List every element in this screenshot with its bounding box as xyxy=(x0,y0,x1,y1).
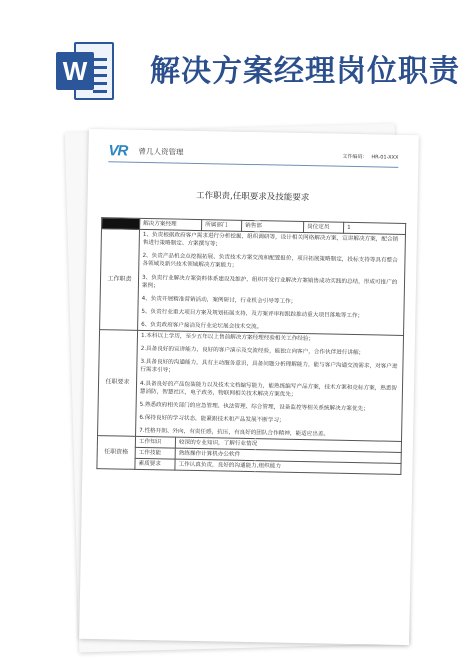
doc-number xyxy=(338,153,398,161)
duty-item: 2、负责产品机会点挖掘拓展、负责技术方案交流和配置报价，项目拓展策略制定，投标支持等具有整合各领域及新兴技术领域解决方案能力； xyxy=(142,253,398,270)
duty-item: 6、负责政府客户接洽及行业论坛展会技术交流。 xyxy=(141,321,263,331)
document-title: 工作职责,任职要求及技能要求 xyxy=(195,190,310,204)
qualification-knowledge-value: 较深的专业知识，了解行业情况 xyxy=(175,437,401,452)
word-line xyxy=(93,90,107,93)
qualification-quality-value: 工作认真负责，良好的沟通能力,组织能力 xyxy=(175,459,401,474)
duty-item: 5、负责行业重大项目方案及规划拓展支持，及方案评审和跟踪推动重大项目落地等工作； xyxy=(141,308,364,320)
document-header xyxy=(108,139,398,168)
requirement-item: 7.性格开朗、外向，有责任感，抗压，有良好的团队合作精神，能适应出差。 xyxy=(139,427,330,438)
qualification-skill-label: 工作技能 xyxy=(135,448,175,460)
requirement-item: 4.具备良好的产品包装能力以及技术文档编写能力，能熟练编写产品方案，技术方案和竞标方案，熟悉智慧消防，智慧社区，电子政务，物联网相关技术解决方案优先； xyxy=(139,380,398,398)
requirement-item: 1.本科以上学历，至少五年以上售前解决方案经理经验相关工作经验； xyxy=(140,333,315,343)
requirement-item: 5.熟悉政府相关部门的应急管理、执法管理、综合管理，设备监控等相关系统解决方案优先； xyxy=(139,401,369,413)
qualification-label: 任职资格 xyxy=(97,436,136,470)
word-badge: W xyxy=(56,52,94,90)
responsibility-table xyxy=(96,217,406,475)
duty-item: 3、负责行业解决方案资料体系建设及维护，组织开发行业解决方案销售成功实践的总结，形成可推广的案例； xyxy=(141,274,398,289)
qualification-knowledge-label: 工作知识 xyxy=(135,436,175,448)
count-label: 岗位定员 xyxy=(304,222,344,234)
requirements-label: 任职要求 xyxy=(98,330,138,437)
doc-number-value: HR-01-XXX xyxy=(371,154,399,161)
duties-cell xyxy=(138,229,406,335)
word-line xyxy=(93,66,107,69)
company-logo: VR xyxy=(108,142,128,160)
word-line xyxy=(93,82,107,85)
requirements-cell xyxy=(136,330,404,441)
requirement-item: 2.具备良好的宣讲能力，良好的客户演示及交流经验，能独立向客户，合作伙伴进行讲解； xyxy=(140,346,365,357)
qualification-skill-value: 熟练操作计算机办公软件 xyxy=(175,448,401,463)
word-icon xyxy=(56,42,114,100)
banner-title: 解决方案经理岗位职责 xyxy=(150,54,460,89)
banner xyxy=(0,0,474,118)
duty-item: 4、负责开展精准营销活动，案例研讨，行业机会引导等工作； xyxy=(141,295,297,305)
requirement-item: 6.保持良好的学习状态，能紧跟技术和产品发展不断学习； xyxy=(139,414,285,424)
dept-value: 销售部 xyxy=(242,220,304,232)
redacted-cell xyxy=(102,218,140,230)
requirements-row xyxy=(98,330,404,442)
qualification-quality-label: 素质要求 xyxy=(135,459,175,471)
company-name: 曾几人资管理 xyxy=(138,146,184,157)
count-value: 1 xyxy=(343,222,405,234)
requirement-item: 3.具备良好的沟通能力，具有主动服务意识，具备问题分析理解能力，能与客户沟通交流需求，对客户进行需求引导； xyxy=(140,359,398,374)
word-line xyxy=(93,58,107,61)
document-sheet xyxy=(79,129,419,645)
word-line xyxy=(93,74,107,77)
duties-row xyxy=(100,229,406,336)
duties-label: 工作职责 xyxy=(100,229,140,331)
doc-number-label: 文件编码： xyxy=(342,153,368,161)
duty-item: 1、负责根据政府客户需求进行分析挖掘，组织调研等，设计相关网络解决方案，宣讲解决方案，配合销售进行策略制定、方案撰写等； xyxy=(142,232,399,248)
position-name: 解决方案经理 xyxy=(140,218,202,230)
dept-label: 所属部门 xyxy=(202,220,242,232)
